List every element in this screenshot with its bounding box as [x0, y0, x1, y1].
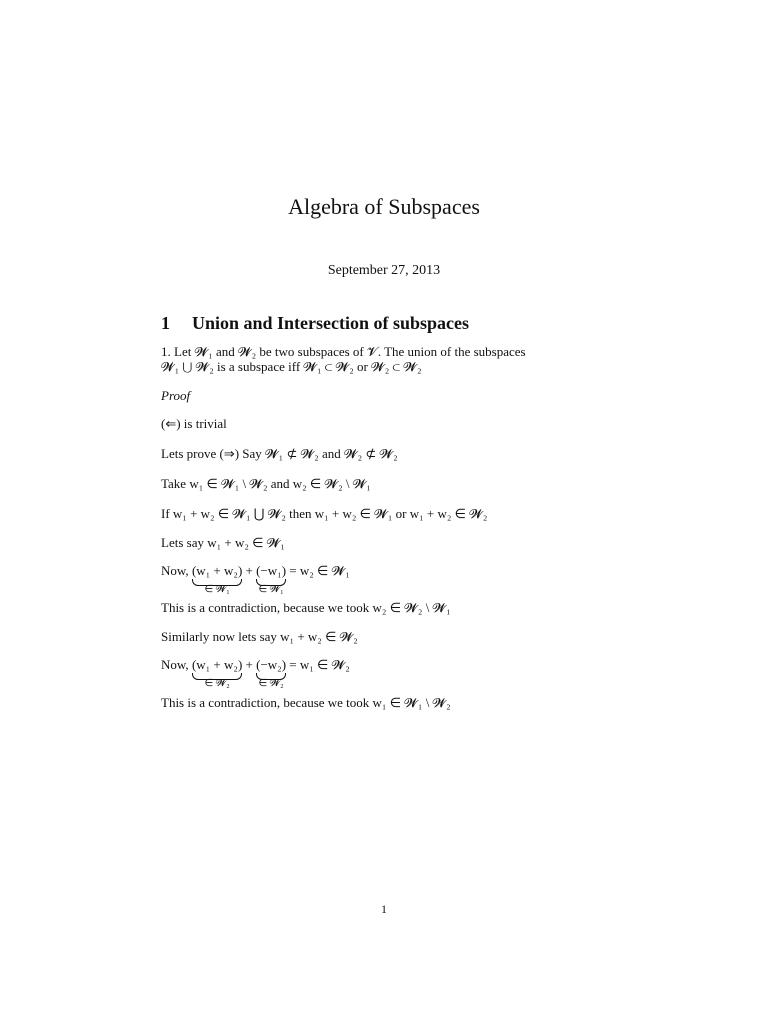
- proof-lets-prove: Lets prove (⇒) Say 𝓦₁ ⊄ 𝓦₂ and 𝓦₂ ⊄ 𝓦₂: [161, 446, 398, 461]
- equation-1: [161, 563, 350, 595]
- document-date: September 27, 2013: [327, 263, 441, 278]
- equation-1-term2: (−w₁): [256, 563, 287, 578]
- equation-1-prefix: Now,: [161, 563, 189, 578]
- equation-2-prefix: Now,: [161, 657, 189, 672]
- underbrace-1a: [191, 563, 243, 595]
- equation-2-term2: (−w₂): [256, 657, 287, 672]
- underbrace-1b: [256, 563, 287, 595]
- underbrace-2a-label: ∈ 𝓦₂: [204, 678, 230, 689]
- equation-2-rest: = w₁ ∈ 𝓦₂: [289, 657, 350, 672]
- statement-line-1: 1. Let 𝓦₁ and 𝓦₂ be two subspaces of 𝓥. The union of the subspaces: [161, 344, 526, 359]
- contradiction-2: This is a contradiction, because we took w₁ ∈ 𝓦₁ \ 𝓦₂: [161, 695, 451, 710]
- underbrace-2a: [191, 657, 243, 689]
- equation-2-plus: +: [245, 657, 253, 672]
- document-title: Algebra of Subspaces: [288, 194, 480, 219]
- proof-if: If w₁ + w₂ ∈ 𝓦₁ ⋃ 𝓦₂ then w₁ + w₂ ∈ 𝓦₁ or w₁ + w₂ ∈ 𝓦₂: [161, 506, 488, 521]
- section-number: 1: [161, 313, 170, 333]
- section-heading: [161, 313, 469, 334]
- page-number: 1: [381, 902, 387, 916]
- equation-1-plus: +: [245, 563, 253, 578]
- proof-trivial: (⇐) is trivial: [161, 416, 227, 431]
- equation-2: [161, 657, 350, 689]
- proof-take: Take w₁ ∈ 𝓦₁ \ 𝓦₂ and w₂ ∈ 𝓦₂ \ 𝓦₁: [161, 476, 371, 491]
- proof-lets-say-1: Lets say w₁ + w₂ ∈ 𝓦₁: [161, 535, 285, 550]
- underbrace-2b-label: ∈ 𝓦₂: [258, 678, 284, 689]
- underbrace-2b: [256, 657, 287, 689]
- contradiction-1: This is a contradiction, because we took w₂ ∈ 𝓦₂ \ 𝓦₁: [161, 600, 451, 615]
- section-title: Union and Intersection of subspaces: [192, 313, 470, 333]
- statement-line-2: 𝓦₁ ⋃ 𝓦₂ is a subspace iff 𝓦₁ ⊂ 𝓦₂ or 𝓦₂ ⊂ 𝓦₂: [161, 359, 422, 374]
- underbrace-1a-label: ∈ 𝓦₁: [204, 584, 230, 595]
- equation-2-term1: (w₁ + w₂): [191, 657, 243, 672]
- underbrace-1b-label: ∈ 𝓦₁: [258, 584, 284, 595]
- proof-label: Proof: [161, 388, 191, 403]
- equation-1-term1: (w₁ + w₂): [191, 563, 243, 578]
- proof-similarly: Similarly now lets say w₁ + w₂ ∈ 𝓦₂: [161, 629, 358, 644]
- equation-1-rest: = w₂ ∈ 𝓦₁: [289, 563, 350, 578]
